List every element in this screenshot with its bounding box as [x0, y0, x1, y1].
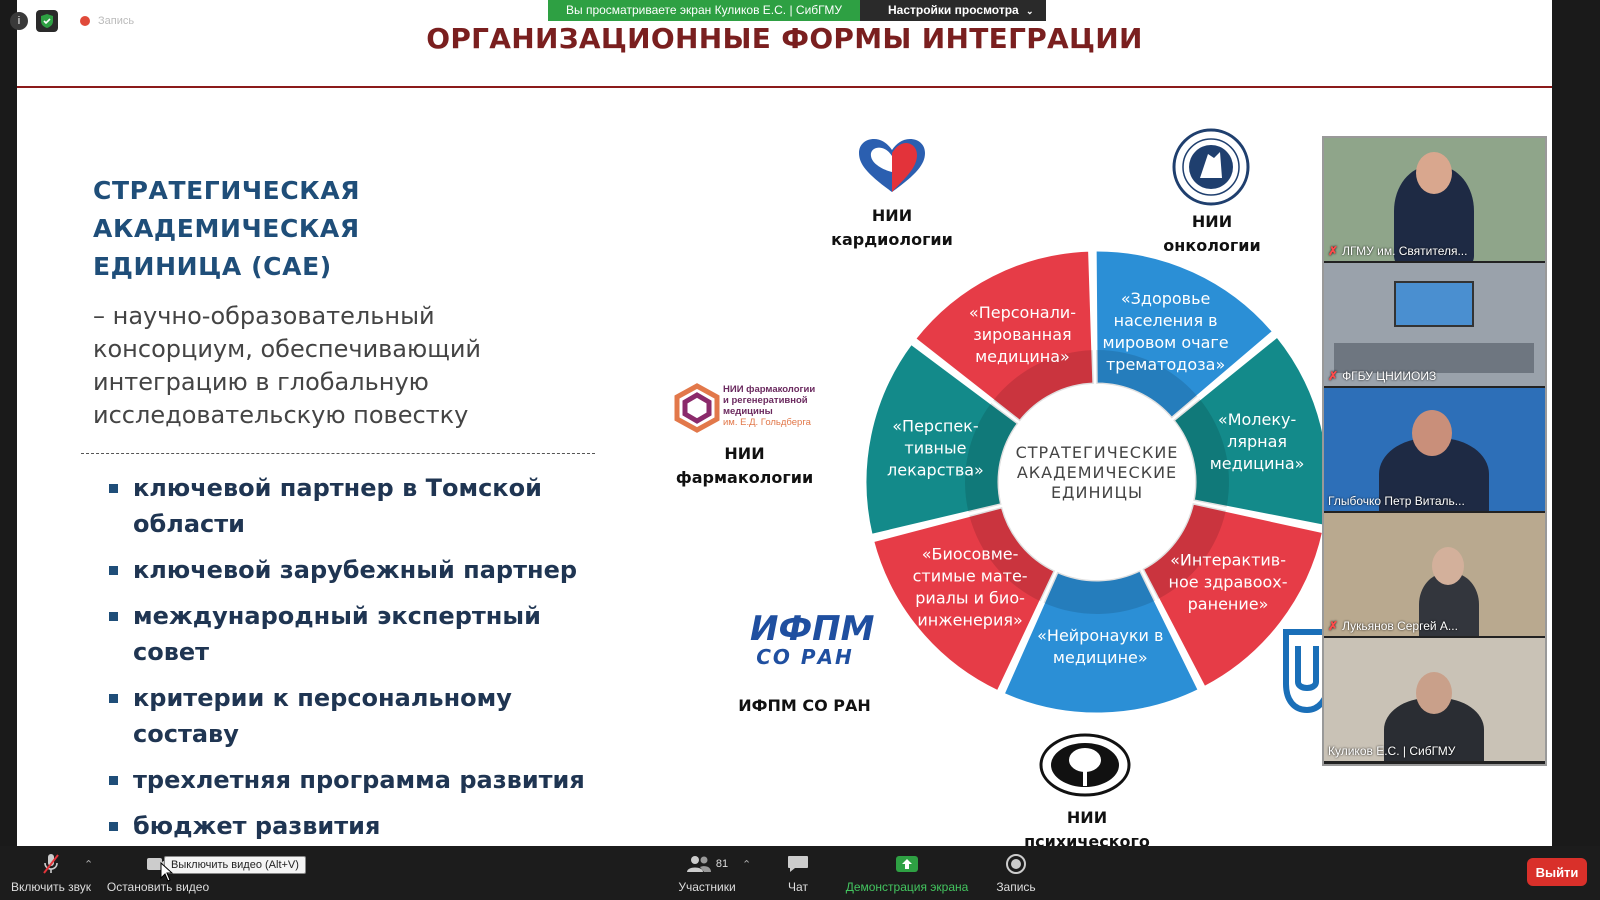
participants-label: Участники	[678, 880, 736, 894]
wheel-segment-label: «Нейронауки в	[1037, 625, 1164, 645]
dashed-divider	[81, 453, 595, 454]
participant-name-text: Глыбочко Петр Виталь...	[1328, 494, 1465, 508]
meeting-status-icons	[10, 10, 134, 32]
partner-label-line: кардиологии	[831, 230, 953, 249]
bullet-square-icon	[109, 694, 118, 703]
wheel-segment-label: трематодоза»	[1105, 354, 1226, 374]
wheel-segment-label: «Молеку-	[1217, 410, 1297, 430]
unmute-label: Включить звук	[10, 880, 92, 894]
mental-health-logo	[1039, 732, 1131, 798]
sae-heading	[93, 172, 513, 286]
bullet-text: бюджет развития	[133, 812, 381, 840]
participant-video-screen	[1394, 281, 1474, 327]
sae-heading-line: ЕДИНИЦА (САЕ)	[93, 252, 332, 281]
bullet-text: международный экспертный совет	[133, 602, 541, 666]
record-label: Запись	[996, 880, 1036, 894]
record-button[interactable]	[986, 852, 1046, 894]
participant-video-face	[1416, 672, 1452, 714]
logo-text-line: и регенеративной	[723, 395, 808, 406]
list-item	[95, 552, 615, 588]
bullet-text: критерии к персональному составу	[133, 684, 512, 748]
sae-wheel-diagram	[862, 247, 1332, 717]
recording-dot-icon	[80, 16, 90, 26]
share-screen-label: Демонстрация экрана	[845, 880, 969, 894]
wheel-segment-label: медицина»	[975, 346, 1070, 366]
logo-text-line: НИИ фармакологии	[723, 384, 816, 395]
participant-name	[1328, 744, 1455, 758]
logo-text-line: медицины	[723, 406, 773, 417]
participant-video-panel	[1322, 136, 1547, 766]
recording-label: Запись	[98, 15, 135, 27]
share-screen-button[interactable]	[840, 852, 974, 894]
participant-name-text: ЛГМУ им. Святителя...	[1342, 244, 1468, 258]
partner-label-line: ИФПМ СО РАН	[738, 696, 871, 715]
wheel-segment-label: ное здравоох-	[1168, 572, 1288, 592]
wheel-segment-label: ранение»	[1187, 594, 1269, 614]
partner-label-cardiology	[817, 204, 967, 252]
bullet-text: трехлетняя программа развития	[133, 766, 585, 794]
list-item	[95, 808, 615, 844]
viewing-screen-notice: Вы просматриваете экран Куликов Е.С. | СибГМУ	[548, 0, 860, 21]
sae-heading-line: СТРАТЕГИЧЕСКАЯ	[93, 176, 361, 205]
wheel-segment-label: стимые мате-	[912, 566, 1028, 586]
wheel-segment-label: «Интерактив-	[1170, 550, 1287, 570]
bullet-text: ключевой партнер в Томской области	[133, 474, 542, 538]
participant-name-text: ФГБУ ЦНИИОИЗ	[1342, 369, 1437, 383]
bullet-square-icon	[109, 484, 118, 493]
bullet-square-icon	[109, 822, 118, 831]
oncology-seal-logo	[1172, 128, 1250, 206]
participant-video-tile[interactable]	[1324, 638, 1545, 761]
wheel-segment-label: инженерия»	[917, 610, 1023, 630]
wheel-segment-label: риалы и био-	[915, 588, 1025, 608]
participant-video-tile[interactable]	[1324, 138, 1545, 261]
microphone-muted-icon	[8, 852, 94, 876]
mic-muted-icon: ✗	[1328, 369, 1339, 383]
partner-label-line: НИИ	[871, 206, 913, 225]
bullet-text: ключевой зарубежный партнер	[133, 556, 578, 584]
view-settings-button[interactable]	[860, 0, 1046, 21]
view-settings-label: Настройки просмотра	[888, 3, 1019, 17]
wheel-segment-label: «Здоровье	[1120, 288, 1211, 308]
screen-share-banner	[548, 0, 1046, 21]
partner-label-ifpm	[727, 694, 882, 718]
chat-button[interactable]	[770, 852, 826, 894]
wheel-segment-label: лекарства»	[887, 460, 984, 480]
leave-meeting-button[interactable]: Выйти	[1527, 858, 1587, 886]
wheel-segment-label: лярная	[1227, 432, 1288, 452]
stop-video-label: Остановить видео	[106, 880, 210, 894]
bullet-list	[95, 470, 615, 846]
wheel-center	[999, 384, 1195, 580]
list-item	[95, 762, 615, 798]
participant-video-face	[1412, 410, 1452, 456]
ifpm-logo	[750, 609, 875, 669]
wheel-segment-label: тивные	[904, 438, 967, 458]
pharmacology-logo	[672, 383, 722, 433]
sae-description: – научно-образовательный консорциум, обеспечивающий интеграцию в глобальную исследовательскую повестку	[93, 302, 482, 429]
wheel-segment-label: населения в	[1113, 310, 1218, 330]
participant-name	[1328, 494, 1465, 508]
wheel-segment-label: медицине»	[1052, 647, 1148, 667]
participant-name-text: Куликов Е.С. | СибГМУ	[1328, 744, 1456, 758]
participant-video-face	[1416, 152, 1452, 194]
mouse-cursor-icon	[160, 862, 174, 882]
chevron-down-icon: ⌄	[1026, 6, 1034, 16]
wheel-segment-label: «Биосовме-	[921, 544, 1019, 564]
partner-label-line: НИИ психического	[1024, 808, 1150, 846]
participants-button[interactable]	[662, 852, 752, 894]
participant-name	[1328, 244, 1467, 258]
cardiology-heart-logo	[857, 138, 927, 194]
wheel-segment-label: «Перспек-	[892, 416, 979, 436]
unmute-button[interactable]	[8, 852, 94, 894]
participant-video-tile[interactable]	[1324, 263, 1545, 386]
participants-caret-icon[interactable]: ⌃	[742, 859, 752, 871]
wheel-center-line: ЕДИНИЦЫ	[1050, 483, 1144, 502]
bullet-square-icon	[109, 776, 118, 785]
participants-count: 81	[715, 858, 729, 870]
chat-label: Чат	[788, 880, 808, 894]
bullet-square-icon	[109, 612, 118, 621]
bullet-square-icon	[109, 566, 118, 575]
share-screen-arrow-icon	[840, 852, 974, 876]
security-shield-icon[interactable]	[36, 10, 58, 32]
partner-label-line: онкологии	[1163, 236, 1261, 255]
participant-name	[1328, 369, 1436, 383]
wheel-segment-label: «Персонали-	[968, 302, 1076, 322]
list-item	[95, 470, 615, 542]
participant-name-text: Лукьянов Сергей А...	[1342, 619, 1458, 633]
partner-label-pharmacology	[667, 442, 822, 490]
participant-name	[1328, 619, 1458, 633]
partner-label-line: НИИ	[724, 444, 765, 463]
slide-title: ОРГАНИЗАЦИОННЫЕ ФОРМЫ ИНТЕГРАЦИИ	[426, 22, 1143, 55]
wheel-segment-label: медицина»	[1209, 454, 1305, 474]
participants-icon	[662, 852, 752, 876]
wheel-segment-label: зированная	[973, 324, 1072, 344]
chat-bubble-icon	[770, 852, 826, 876]
audio-options-caret-icon[interactable]: ⌃	[84, 859, 94, 871]
meeting-info-icon[interactable]: i	[10, 12, 28, 30]
logo-text-line: им. Е.Д. Гольдберга	[723, 417, 811, 428]
record-icon	[986, 852, 1046, 876]
title-rule	[17, 86, 1552, 88]
wheel-center-line: АКАДЕМИЧЕСКИЕ	[1016, 463, 1178, 482]
list-item	[95, 680, 615, 752]
partner-label-mental-health	[1002, 806, 1172, 846]
ifpm-logo-line: СО РАН	[756, 645, 854, 669]
wheel-segment-label: мировом очаге	[1102, 332, 1229, 352]
partner-label-line: фармакологии	[675, 468, 814, 487]
mic-muted-icon: ✗	[1328, 619, 1339, 633]
sae-heading-line: АКАДЕМИЧЕСКАЯ	[93, 214, 360, 243]
pharmacology-logo-text	[723, 384, 843, 428]
list-item	[95, 598, 615, 670]
mic-muted-icon: ✗	[1328, 244, 1339, 258]
ifpm-logo-line: ИФПМ	[750, 609, 875, 649]
wheel-center-line: СТРАТЕГИЧЕСКИЕ	[1015, 443, 1179, 462]
stop-video-tooltip: Выключить видео (Alt+V)	[164, 856, 306, 874]
partner-label-line: НИИ	[1191, 212, 1233, 231]
participant-video-tile[interactable]	[1324, 513, 1545, 636]
participant-video-face	[1432, 547, 1464, 585]
participant-video-tile[interactable]	[1324, 388, 1545, 511]
